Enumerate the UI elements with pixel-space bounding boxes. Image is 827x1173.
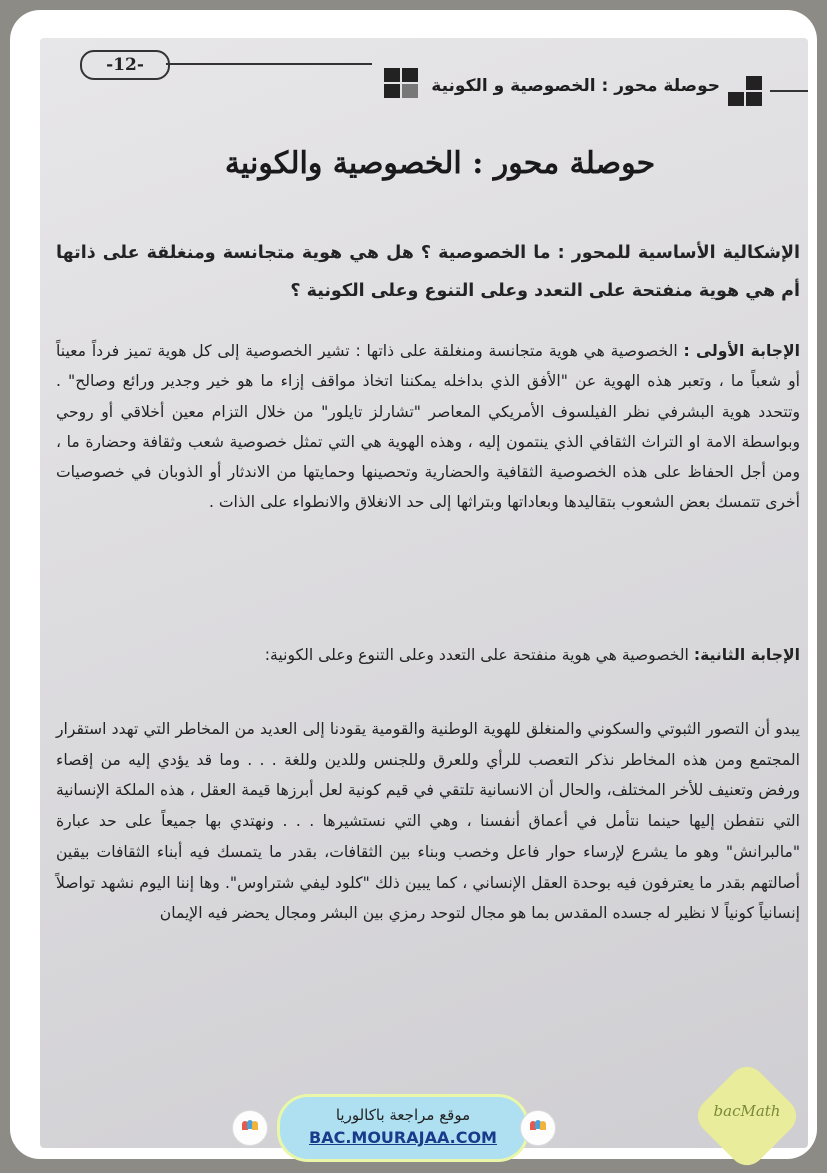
header-rule-right <box>770 90 808 92</box>
scanned-page <box>40 38 808 1148</box>
first-answer-text: الخصوصية هي هوية متجانسة ومنغلقة على ذاتها : تشير الخصوصية إلى كل هوية تميز فرداً معيناً أو شعباً ما ، وتعبر هذه الهوية عن "الأفق الذي بداخله يمكننا اتخاذ مواقف إزاء ما هو خير وجدير ورائع وصالح" . وتتحدد هوية البشرفي نظر الفيلسوف الأمريكي المعاصر "تشارلز تايلور" من خلال التزام معين أخلاقي أو روحي وبواسطة الامة او التراث الثقافي الذي ينتمون إليه ، وهذه الهوية هي التي تمثل خصوصية شعب وثقافة وحضارة ما ، ومن أجل الحفاظ على هذه الخصوصية الثقافية والحضارية وتحصينها وحمايتها من الاندثار أو الذوبان في خصوصيات أخرى تتمسك بعض الشعوب بتقاليدها وبعاداتها وبتراثها إلى حد الانغلاق والانطواء على الذات . <box>56 342 800 512</box>
header-title: حوصلة محور : الخصوصية و الكونية <box>431 76 720 96</box>
header-blocks-icon-left <box>384 68 418 98</box>
first-answer <box>56 336 800 518</box>
second-answer <box>56 640 800 671</box>
header-blocks-icon-right <box>728 76 762 106</box>
second-answer-label: الإجابة الثانية: <box>693 646 800 664</box>
site-logo-left-icon <box>232 1110 268 1146</box>
universality-paragraph: يبدو أن التصور الثبوتي والسكوني والمنغلق للهوية الوطنية والقومية يقودنا إلى العديد من المخاطر التي تهدد استقرار المجتمع ومن هذه المخاطر نذكر التعصب للرأي وللعرق وللجنس وللدين وللغة . . . وما قد يؤدي إليه من إقصاء ورفض وتعنيف للأخر المختلف، والحال أن الانسانية تلتقي في قيم كونية لعل أبرزها قيمة العقل ، هذه الملكة الإنسانية التي نتفطن إليها حينما نتأمل في أعماق أنفسنا ، وهي التي نستشيرها . . . ونهتدي بها جميعاً على حد عبارة "مالبرانش" وهو ما يشرع لإرساء حوار فاعل وخصب وبناء بين الثقافات، بقدر ما يتمسك فيه أبناء الثقافات بيقين أصالتهم بقدر ما يعترفون فيه بوحدة العقل الإنساني ، كما يبين ذلك "كلود ليفي شتراوس". وها إننا اليوم نشهد تواصلاً إنسانياً كونياً لا نظير له جسده المقدس بما هو مجال لتوحد رمزي بين البشر ومجال يحضر فيه الإيمان <box>56 720 800 923</box>
problem-statement: الإشكالية الأساسية للمحور : ما الخصوصية ؟ هل هي هوية متجانسة ومنغلقة على ذاتها أم هي هوية منفتحة على التعدد وعلى التنوع وعلى الكونية ؟ <box>56 243 800 301</box>
header-rule-left <box>166 63 372 65</box>
bacmath-badge-text: bacMath <box>713 1102 781 1120</box>
site-logo-right-icon <box>520 1110 556 1146</box>
second-answer-text: الخصوصية هي هوية منفتحة على التعدد وعلى التنوع وعلى الكونية: <box>264 646 689 664</box>
site-name: موقع مراجعة باكالوريا <box>335 1106 471 1124</box>
site-link[interactable]: BAC.MOURAJAA.COM <box>309 1128 497 1147</box>
site-banner[interactable] <box>280 1097 526 1159</box>
main-title: حوصلة محور : الخصوصية والكونية <box>224 146 656 181</box>
page-number: -12- <box>80 50 170 80</box>
page-sheet <box>10 10 817 1159</box>
first-answer-label: الإجابة الأولى : <box>683 342 800 360</box>
